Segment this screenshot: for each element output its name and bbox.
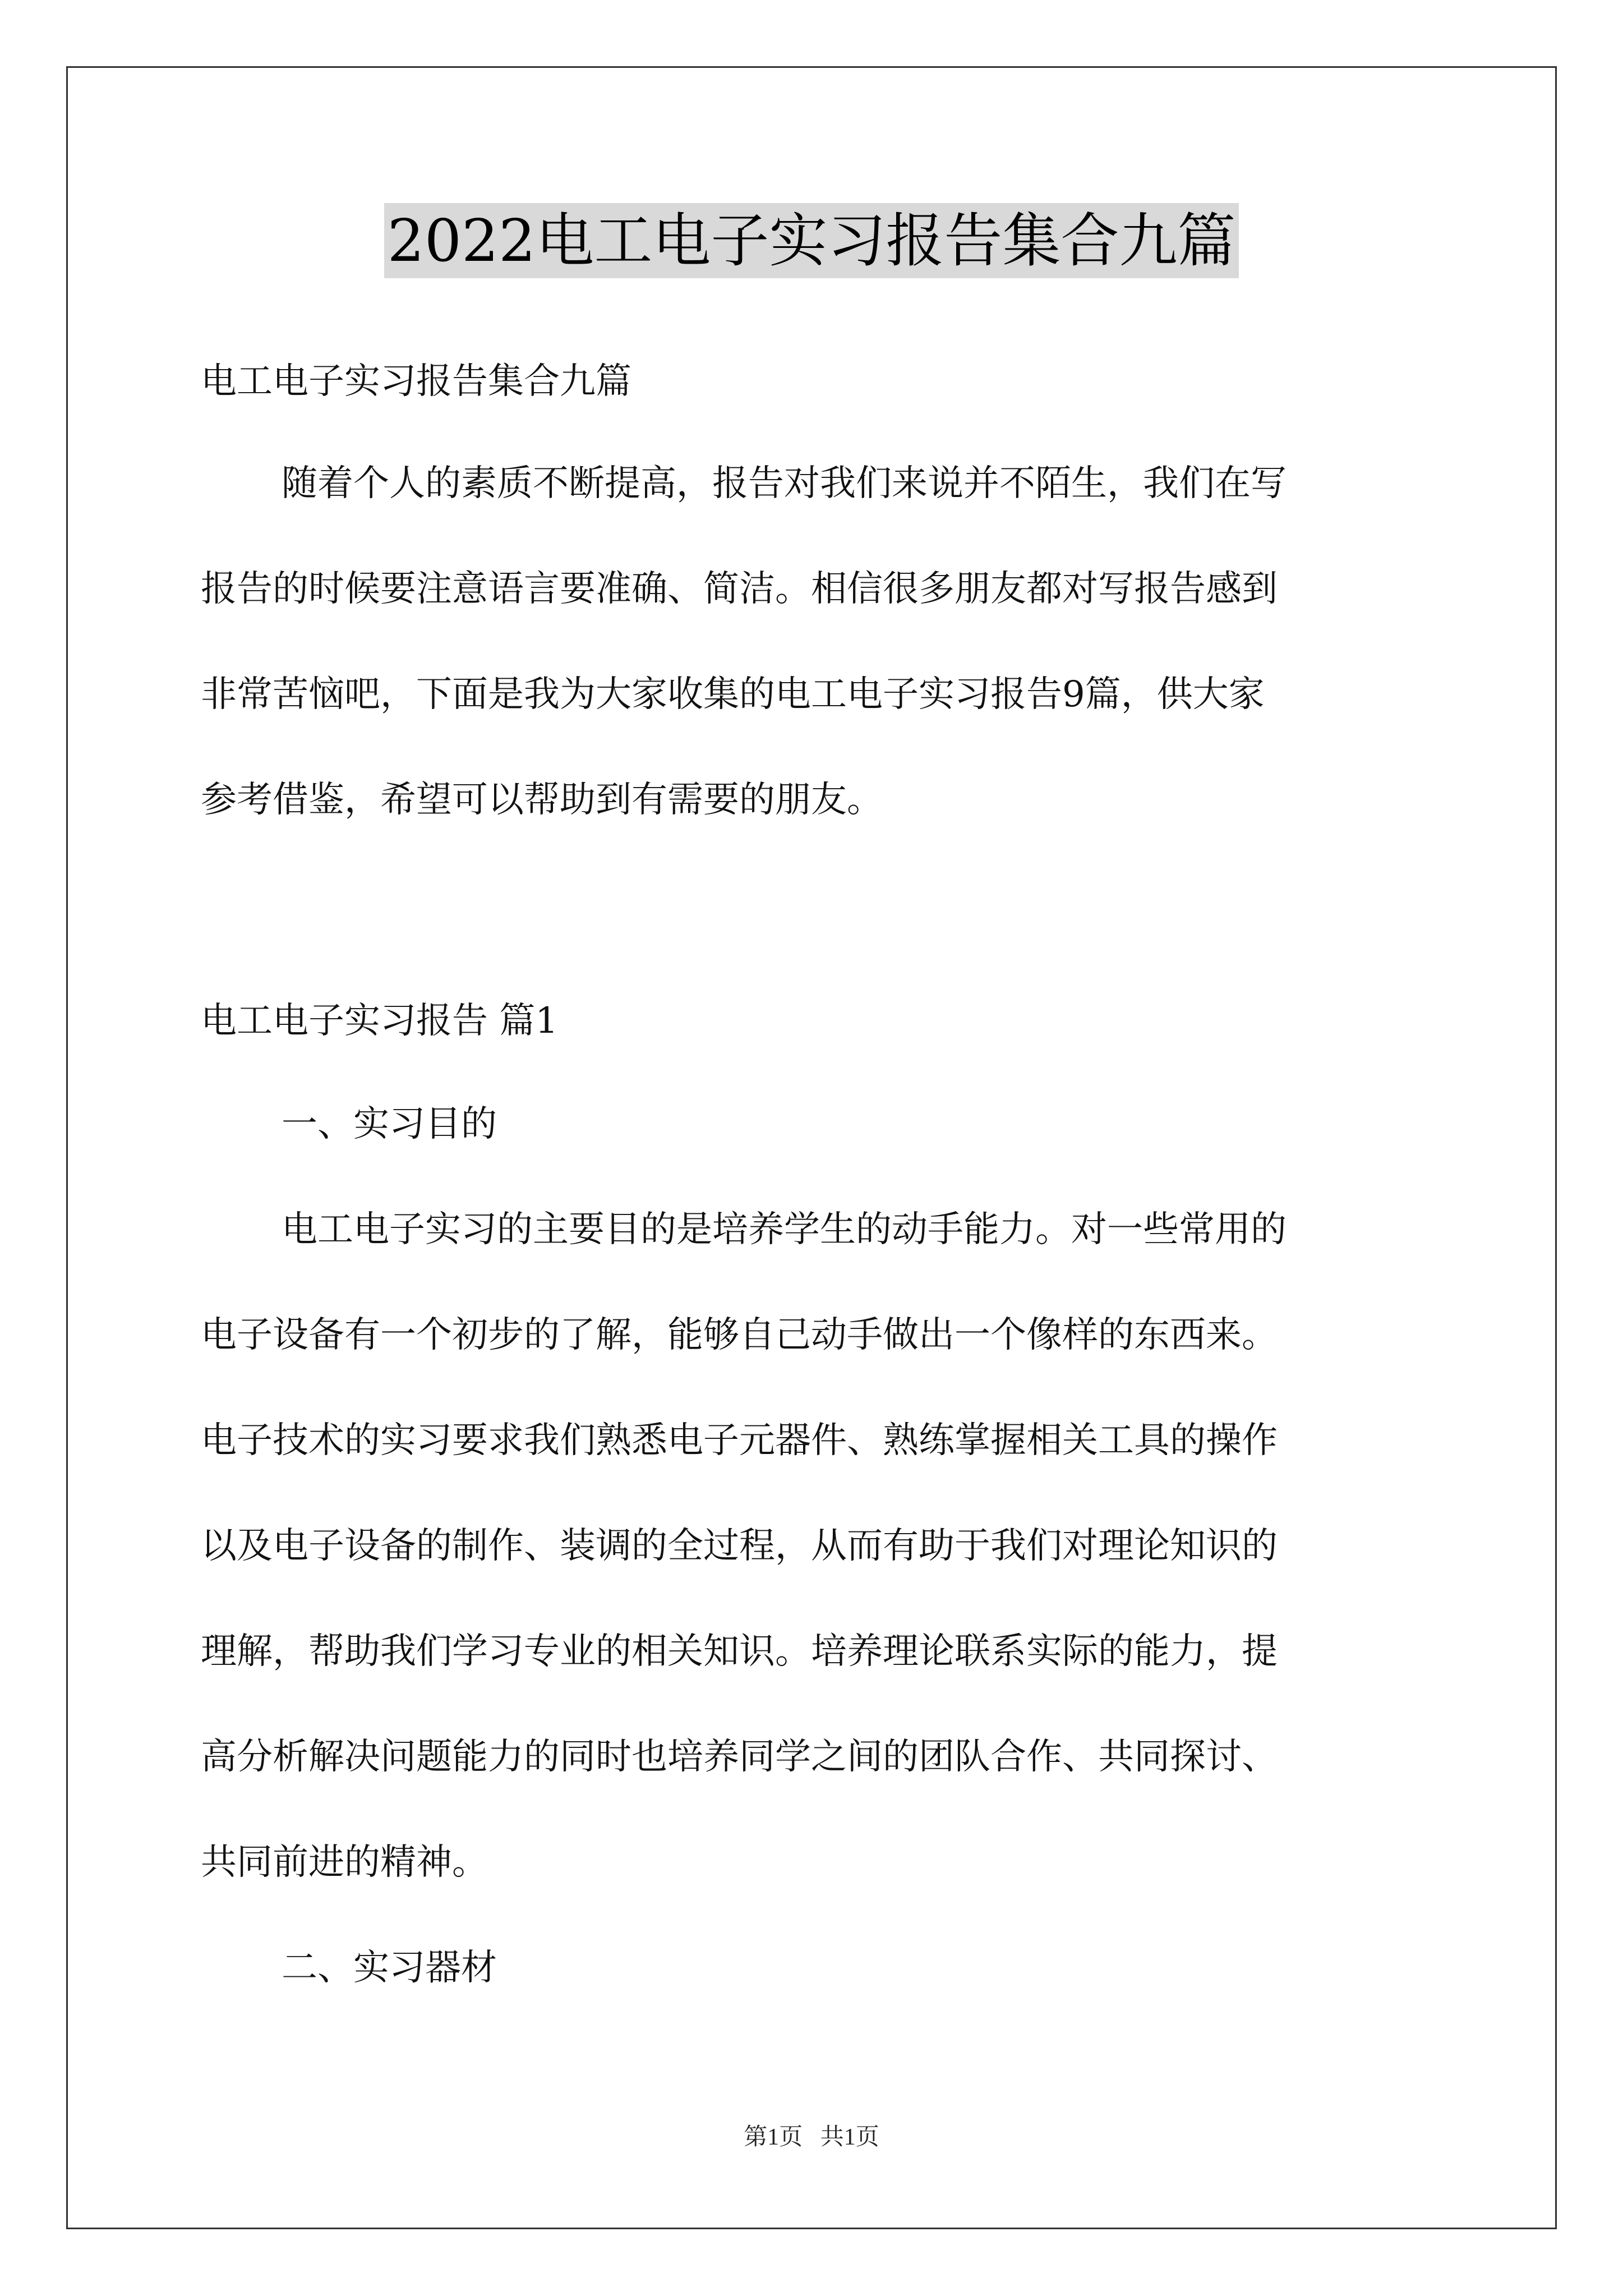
title-container <box>0 203 1623 278</box>
body-line: 共同前进的精神。 <box>201 1842 488 1883</box>
intro-line: 非常苦恼吧，下面是我为大家收集的电工电子实习报告9篇，供大家 <box>201 674 1265 715</box>
body-line: 理解，帮助我们学习专业的相关知识。培养理论联系实际的能力，提 <box>201 1631 1278 1672</box>
body-line: 高分析解决问题能力的同时也培养同学之间的团队合作、共同探讨、 <box>201 1736 1278 1778</box>
intro-line: 参考借鉴，希望可以帮助到有需要的朋友。 <box>201 779 883 821</box>
intro-line: 随着个人的素质不断提高，报告对我们来说并不陌生，我们在写 <box>282 463 1287 504</box>
body-line: 以及电子设备的制作、装调的全过程，从而有助于我们对理论知识的 <box>201 1525 1278 1567</box>
body-line: 电子技术的实习要求我们熟悉电子元器件、熟练掌握相关工具的操作 <box>201 1420 1278 1461</box>
heading-objective: 一、实习目的 <box>282 1103 497 1145</box>
page-number: 第1页 <box>744 2124 803 2150</box>
document-title: 2022电工电子实习报告集合九篇 <box>384 203 1239 278</box>
body-line: 电工电子实习的主要目的是培养学生的动手能力。对一些常用的 <box>282 1209 1287 1250</box>
intro-line: 报告的时候要注意语言要准确、简洁。相信很多朋友都对写报告感到 <box>201 568 1278 610</box>
body-line: 电子设备有一个初步的了解，能够自己动手做出一个像样的东西来。 <box>201 1314 1278 1356</box>
document-subtitle: 电工电子实习报告集合九篇 <box>201 361 631 402</box>
section-heading: 电工电子实习报告 篇1 <box>201 1000 559 1042</box>
heading-equipment: 二、实习器材 <box>282 1947 497 1989</box>
page-total: 共1页 <box>820 2124 879 2150</box>
page-footer <box>0 2120 1623 2154</box>
